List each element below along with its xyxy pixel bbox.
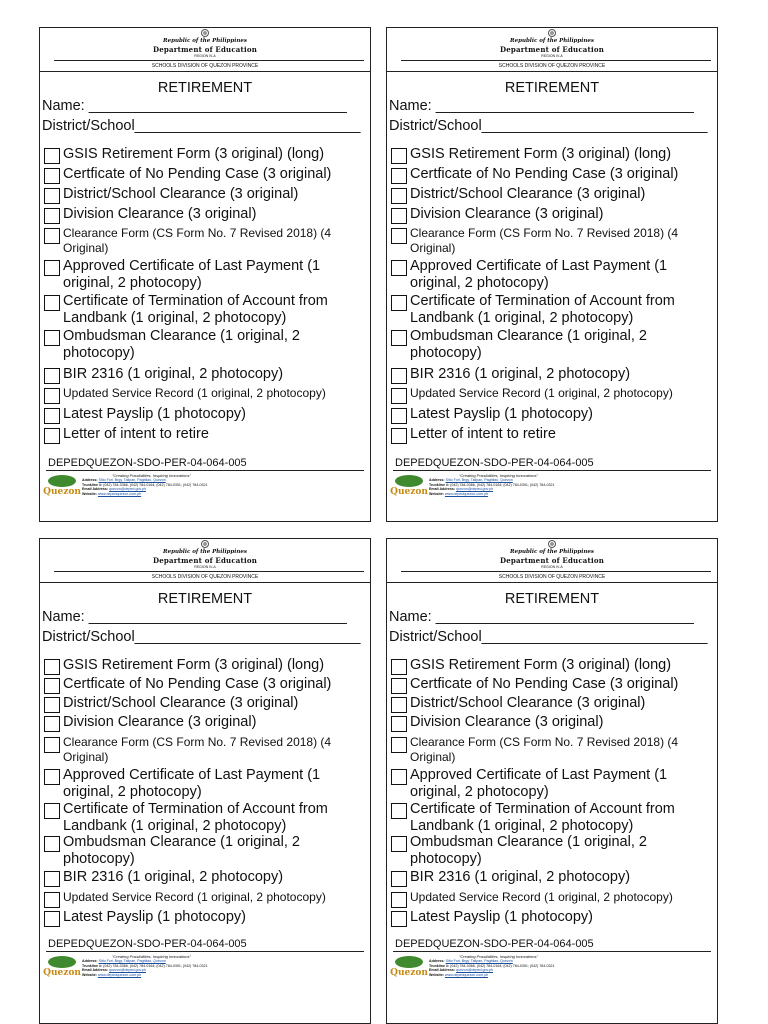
republic-text: Republic of the Philippines <box>510 549 594 555</box>
checkbox[interactable] <box>44 803 60 819</box>
checklist-item <box>391 657 713 675</box>
checklist-item <box>391 166 713 184</box>
trunkline-label: Trunkline #: <box>82 963 103 968</box>
divider <box>46 951 364 952</box>
checklist-item <box>391 869 713 887</box>
address-text: Sitio Fori, Brgy. Talipan, Pagbilao, Quezon <box>98 959 166 963</box>
republic-text: Republic of the Philippines <box>163 38 247 44</box>
checklist-item <box>44 406 366 424</box>
checklist-item-label: Clearance Form (CS Form No. 7 Revised 2018) (4 Original) <box>410 226 679 255</box>
checkbox[interactable] <box>391 678 407 694</box>
svg-text:Quezon: Quezon <box>43 487 81 497</box>
checklist-item <box>391 735 713 765</box>
divider <box>46 470 364 471</box>
form-code: DEPEDQUEZON-SDO-PER-04-064-005 <box>48 938 247 950</box>
checklist-item-label: Division Clearance (3 original) <box>410 714 604 730</box>
retirement-checklist-card-1 <box>39 27 371 522</box>
address-label: Address: <box>82 478 98 482</box>
checklist-item <box>391 714 713 732</box>
checklist-item <box>391 406 713 424</box>
district-school-field[interactable]: District/School____________________________ <box>42 629 361 645</box>
checklist-item <box>391 890 713 908</box>
deped-seal-icon <box>548 540 556 548</box>
form-title: RETIREMENT <box>157 591 253 607</box>
checkbox[interactable] <box>391 659 407 675</box>
trunkline-text: (042) 784-0366, (042) 784-0164; (042) 784-0391; (042) 784-0321 <box>450 963 555 968</box>
form-code: DEPEDQUEZON-SDO-PER-04-064-005 <box>395 938 594 950</box>
letterhead <box>40 539 370 583</box>
divider <box>393 470 711 471</box>
checkbox[interactable] <box>44 871 60 887</box>
checkbox[interactable] <box>44 428 60 444</box>
checklist-item <box>391 801 713 834</box>
trunkline-label: Trunkline #: <box>82 482 103 487</box>
checklist-item-label: Clearance Form (CS Form No. 7 Revised 2018) (4 Original) <box>63 226 332 255</box>
checklist-item-label: Latest Payslip (1 photocopy) <box>63 406 246 422</box>
trunkline-label: Trunkline #: <box>429 963 450 968</box>
checklist-item-label: Updated Service Record (1 original, 2 photocopy) <box>63 386 326 400</box>
checklist-item-label: GSIS Retirement Form (3 original) (long) <box>63 657 325 673</box>
trunkline-text: (042) 784-0366, (042) 784-0164; (042) 784-0391; (042) 784-0321 <box>450 482 555 487</box>
checklist-item-label: Approved Certificate of Last Payment (1 original, 2 photocopy) <box>410 258 668 291</box>
tagline: "Creating Possibilities, Inspiring Innovations" <box>112 954 191 959</box>
divider <box>387 71 717 72</box>
checklist-item-label: Updated Service Record (1 original, 2 photocopy) <box>410 890 673 904</box>
district-school-field[interactable]: District/School____________________________ <box>389 629 708 645</box>
district-school-field[interactable]: District/School____________________________ <box>42 118 361 134</box>
checklist-item-label: Certificate of Termination of Account from Landbank (1 original, 2 photocopy) <box>63 801 328 834</box>
svg-text:Quezon: Quezon <box>390 968 428 978</box>
checklist-item <box>391 767 713 800</box>
divider <box>54 60 364 61</box>
website-link[interactable]: www.depedquezon.com.ph <box>97 972 142 977</box>
checklist-item <box>44 366 366 384</box>
department-name: Department of Education <box>153 556 257 565</box>
retirement-checklist-card-3 <box>39 538 371 1024</box>
checklist-item-label: Certificate of Termination of Account from Landbank (1 original, 2 photocopy) <box>410 293 675 326</box>
checklist-item-label: District/School Clearance (3 original) <box>63 695 299 711</box>
checkbox[interactable] <box>391 803 407 819</box>
checkbox[interactable] <box>391 769 407 785</box>
checklist-item <box>391 146 713 164</box>
checkbox[interactable] <box>44 368 60 384</box>
checklist-item <box>44 186 366 204</box>
checkbox[interactable] <box>44 769 60 785</box>
address-label: Address: <box>429 478 445 482</box>
footer <box>43 473 364 507</box>
address-label: Address: <box>429 959 445 963</box>
checklist-item-label: Latest Payslip (1 photocopy) <box>410 909 593 925</box>
divider <box>54 571 364 572</box>
checklist-item <box>44 386 366 404</box>
department-name: Department of Education <box>153 45 257 54</box>
checkbox[interactable] <box>391 697 407 713</box>
checklist-item-label: Division Clearance (3 original) <box>410 206 604 222</box>
quezon-logo-icon <box>390 473 428 499</box>
district-school-field[interactable]: District/School____________________________ <box>389 118 708 134</box>
checklist-item-label: GSIS Retirement Form (3 original) (long) <box>63 146 325 162</box>
checkbox[interactable] <box>391 208 407 224</box>
form-title: RETIREMENT <box>157 80 253 96</box>
checklist-item <box>391 366 713 384</box>
republic-text: Republic of the Philippines <box>163 549 247 555</box>
email-label: Email Address: <box>429 487 456 492</box>
letterhead <box>387 28 717 72</box>
divider <box>393 951 711 952</box>
division-name: SCHOOLS DIVISION OF QUEZON PROVINCE <box>151 63 259 69</box>
tagline: "Creating Possibilities, Inspiring Innovations" <box>112 473 191 478</box>
address-text: Sitio Fori, Brgy. Talipan, Pagbilao, Quezon <box>445 959 513 963</box>
website-link[interactable]: www.depedquezon.com.ph <box>444 491 489 496</box>
checklist-item <box>44 676 366 694</box>
checklist-item <box>44 869 366 887</box>
email-label: Email Address: <box>429 968 456 973</box>
checklist-item <box>44 657 366 675</box>
checkbox[interactable] <box>391 716 407 732</box>
republic-text: Republic of the Philippines <box>510 38 594 44</box>
email-link[interactable]: quezon@deped.gov.ph <box>456 487 493 492</box>
quezon-logo-icon <box>43 473 81 499</box>
name-field[interactable]: Name: ________________________________ <box>389 609 694 625</box>
address-label: Address: <box>82 959 98 963</box>
checklist-item-label: Clearance Form (CS Form No. 7 Revised 2018) (4 Original) <box>63 735 332 764</box>
checklist-item <box>44 767 366 800</box>
checkbox[interactable] <box>44 678 60 694</box>
checklist-item <box>391 258 713 291</box>
checklist-item <box>44 735 366 765</box>
svg-text:Quezon: Quezon <box>43 968 81 978</box>
checklist-item-label: GSIS Retirement Form (3 original) (long) <box>410 146 672 162</box>
checklist-item <box>391 909 713 927</box>
checklist-item-label: Ombudsman Clearance (1 original, 2 photocopy) <box>63 834 300 867</box>
checkbox[interactable] <box>391 295 407 311</box>
contact-info <box>429 959 554 977</box>
region-text: REGION IV-A <box>194 54 216 58</box>
email-label: Email Address: <box>82 487 109 492</box>
checklist-item-label: District/School Clearance (3 original) <box>410 186 646 202</box>
name-field[interactable]: Name: ________________________________ <box>389 98 694 114</box>
checkbox[interactable] <box>44 228 60 244</box>
checklist-item-label: Division Clearance (3 original) <box>63 714 257 730</box>
checkbox[interactable] <box>44 716 60 732</box>
checklist-item-label: Approved Certificate of Last Payment (1 original, 2 photocopy) <box>63 767 321 800</box>
department-name: Department of Education <box>500 45 604 54</box>
email-link[interactable]: quezon@deped.gov.ph <box>109 968 146 973</box>
division-name: SCHOOLS DIVISION OF QUEZON PROVINCE <box>498 574 606 580</box>
checklist-item <box>391 328 713 361</box>
checkbox[interactable] <box>44 697 60 713</box>
name-field[interactable]: Name: ________________________________ <box>42 98 347 114</box>
checklist-item-label: District/School Clearance (3 original) <box>63 186 299 202</box>
deped-seal-icon <box>201 540 209 548</box>
form-code: DEPEDQUEZON-SDO-PER-04-064-005 <box>395 457 594 469</box>
checklist-item-label: District/School Clearance (3 original) <box>410 695 646 711</box>
checklist-item <box>391 676 713 694</box>
checkbox[interactable] <box>391 737 407 753</box>
contact-info <box>82 478 207 496</box>
department-name: Department of Education <box>500 556 604 565</box>
checklist-item <box>391 186 713 204</box>
checklist-item <box>44 258 366 291</box>
checkbox[interactable] <box>44 168 60 184</box>
footer <box>390 954 711 988</box>
checklist-item-label: Updated Service Record (1 original, 2 photocopy) <box>410 386 673 400</box>
contact-info <box>82 959 207 977</box>
email-link[interactable]: quezon@deped.gov.ph <box>109 487 146 492</box>
name-field[interactable]: Name: ________________________________ <box>42 609 347 625</box>
checkbox[interactable] <box>44 295 60 311</box>
footer <box>43 954 364 988</box>
checklist-item <box>391 695 713 713</box>
region-text: REGION IV-A <box>194 565 216 569</box>
checkbox[interactable] <box>44 388 60 404</box>
checklist-item-label: Certficate of No Pending Case (3 original) <box>63 166 332 182</box>
checklist-item-label: BIR 2316 (1 original, 2 photocopy) <box>63 869 284 885</box>
checklist-item-label: Latest Payslip (1 photocopy) <box>63 909 246 925</box>
checklist-item <box>391 206 713 224</box>
checkbox[interactable] <box>44 148 60 164</box>
checkbox[interactable] <box>391 228 407 244</box>
checkbox[interactable] <box>44 911 60 927</box>
checkbox[interactable] <box>44 188 60 204</box>
checklist-item-label: Letter of intent to retire <box>410 426 556 442</box>
form-code: DEPEDQUEZON-SDO-PER-04-064-005 <box>48 457 247 469</box>
checklist-item-label: Latest Payslip (1 photocopy) <box>410 406 593 422</box>
checklist-item-label: Ombudsman Clearance (1 original, 2 photocopy) <box>410 834 647 867</box>
checkbox[interactable] <box>391 892 407 908</box>
checkbox[interactable] <box>44 892 60 908</box>
divider <box>401 60 711 61</box>
email-label: Email Address: <box>82 968 109 973</box>
checklist-item <box>391 834 713 867</box>
website-link[interactable]: www.depedquezon.com.ph <box>97 491 142 496</box>
checkbox[interactable] <box>391 330 407 346</box>
retirement-checklist-card-4 <box>386 538 718 1024</box>
website-link[interactable]: www.depedquezon.com.ph <box>444 972 489 977</box>
checklist-item <box>44 890 366 908</box>
divider <box>40 582 370 583</box>
checklist-item <box>44 426 366 444</box>
deped-seal-icon <box>548 29 556 37</box>
trunkline-text: (042) 784-0366, (042) 784-0164; (042) 784-0391; (042) 784-0321 <box>103 963 208 968</box>
checkbox[interactable] <box>44 737 60 753</box>
checklist-item <box>44 293 366 326</box>
checklist-item <box>44 226 366 256</box>
region-text: REGION IV-A <box>541 54 563 58</box>
svg-text:Quezon: Quezon <box>390 487 428 497</box>
checklist-item-label: BIR 2316 (1 original, 2 photocopy) <box>63 366 284 382</box>
checkbox[interactable] <box>391 260 407 276</box>
divider <box>401 571 711 572</box>
checklist-item-label: Approved Certificate of Last Payment (1 original, 2 photocopy) <box>63 258 321 291</box>
divider <box>387 582 717 583</box>
checklist-item-label: Updated Service Record (1 original, 2 photocopy) <box>63 890 326 904</box>
checklist-item-label: Certificate of Termination of Account from Landbank (1 original, 2 photocopy) <box>63 293 328 326</box>
tagline: "Creating Possibilities, Inspiring Innovations" <box>459 473 538 478</box>
checklist-item-label: Approved Certificate of Last Payment (1 original, 2 photocopy) <box>410 767 668 800</box>
website-label: Website: <box>429 972 444 977</box>
checklist-item-label: GSIS Retirement Form (3 original) (long) <box>410 657 672 673</box>
checklist-item <box>44 328 366 361</box>
checklist-item <box>391 293 713 326</box>
letterhead <box>387 539 717 583</box>
trunkline-text: (042) 784-0366, (042) 784-0164; (042) 784-0391; (042) 784-0321 <box>103 482 208 487</box>
checklist-item-label: Clearance Form (CS Form No. 7 Revised 2018) (4 Original) <box>410 735 679 764</box>
trunkline-label: Trunkline #: <box>429 482 450 487</box>
checklist-item-label: Certficate of No Pending Case (3 original) <box>410 166 679 182</box>
checklist-item-label: Certficate of No Pending Case (3 original) <box>410 676 679 692</box>
checkbox[interactable] <box>391 911 407 927</box>
retirement-checklist-card-2 <box>386 27 718 522</box>
address-text: Sitio Fori, Brgy. Talipan, Pagbilao, Quezon <box>98 478 166 482</box>
checkbox[interactable] <box>44 836 60 852</box>
checklist-item <box>44 206 366 224</box>
quezon-logo-icon <box>390 954 428 980</box>
checkbox[interactable] <box>391 871 407 887</box>
form-title: RETIREMENT <box>504 80 600 96</box>
checklist-item-label: Certificate of Termination of Account from Landbank (1 original, 2 photocopy) <box>410 801 675 834</box>
division-name: SCHOOLS DIVISION OF QUEZON PROVINCE <box>151 574 259 580</box>
checklist-item <box>44 695 366 713</box>
division-name: SCHOOLS DIVISION OF QUEZON PROVINCE <box>498 63 606 69</box>
checkbox[interactable] <box>391 148 407 164</box>
checklist-item <box>44 146 366 164</box>
checkbox[interactable] <box>391 408 407 424</box>
checklist-item <box>391 426 713 444</box>
letterhead <box>40 28 370 72</box>
checkbox[interactable] <box>44 408 60 424</box>
tagline: "Creating Possibilities, Inspiring Innovations" <box>459 954 538 959</box>
email-link[interactable]: quezon@deped.gov.ph <box>456 968 493 973</box>
checklist-item-label: Division Clearance (3 original) <box>63 206 257 222</box>
checkbox[interactable] <box>391 368 407 384</box>
checklist-item <box>391 386 713 404</box>
checklist-item-label: Ombudsman Clearance (1 original, 2 photocopy) <box>410 328 647 361</box>
checklist-item-label: BIR 2316 (1 original, 2 photocopy) <box>410 366 631 382</box>
checklist-item-label: Certficate of No Pending Case (3 original) <box>63 676 332 692</box>
checkbox[interactable] <box>391 168 407 184</box>
checklist-item <box>44 801 366 834</box>
checkbox[interactable] <box>44 330 60 346</box>
contact-info <box>429 478 554 496</box>
checkbox[interactable] <box>391 836 407 852</box>
deped-seal-icon <box>201 29 209 37</box>
checklist-item <box>44 166 366 184</box>
divider <box>40 71 370 72</box>
checklist-item-label: BIR 2316 (1 original, 2 photocopy) <box>410 869 631 885</box>
checklist-item-label: Letter of intent to retire <box>63 426 209 442</box>
checkbox[interactable] <box>391 388 407 404</box>
form-title: RETIREMENT <box>504 591 600 607</box>
checklist-item <box>44 714 366 732</box>
website-label: Website: <box>429 491 444 496</box>
address-text: Sitio Fori, Brgy. Talipan, Pagbilao, Quezon <box>445 478 513 482</box>
checkbox[interactable] <box>44 260 60 276</box>
checklist-item-label: Ombudsman Clearance (1 original, 2 photocopy) <box>63 328 300 361</box>
checkbox[interactable] <box>391 428 407 444</box>
website-label: Website: <box>82 491 97 496</box>
checkbox[interactable] <box>391 188 407 204</box>
quezon-logo-icon <box>43 954 81 980</box>
checkbox[interactable] <box>44 208 60 224</box>
footer <box>390 473 711 507</box>
checklist-item <box>44 834 366 867</box>
website-label: Website: <box>82 972 97 977</box>
region-text: REGION IV-A <box>541 565 563 569</box>
checklist-item <box>391 226 713 256</box>
checkbox[interactable] <box>44 659 60 675</box>
checklist-item <box>44 909 366 927</box>
